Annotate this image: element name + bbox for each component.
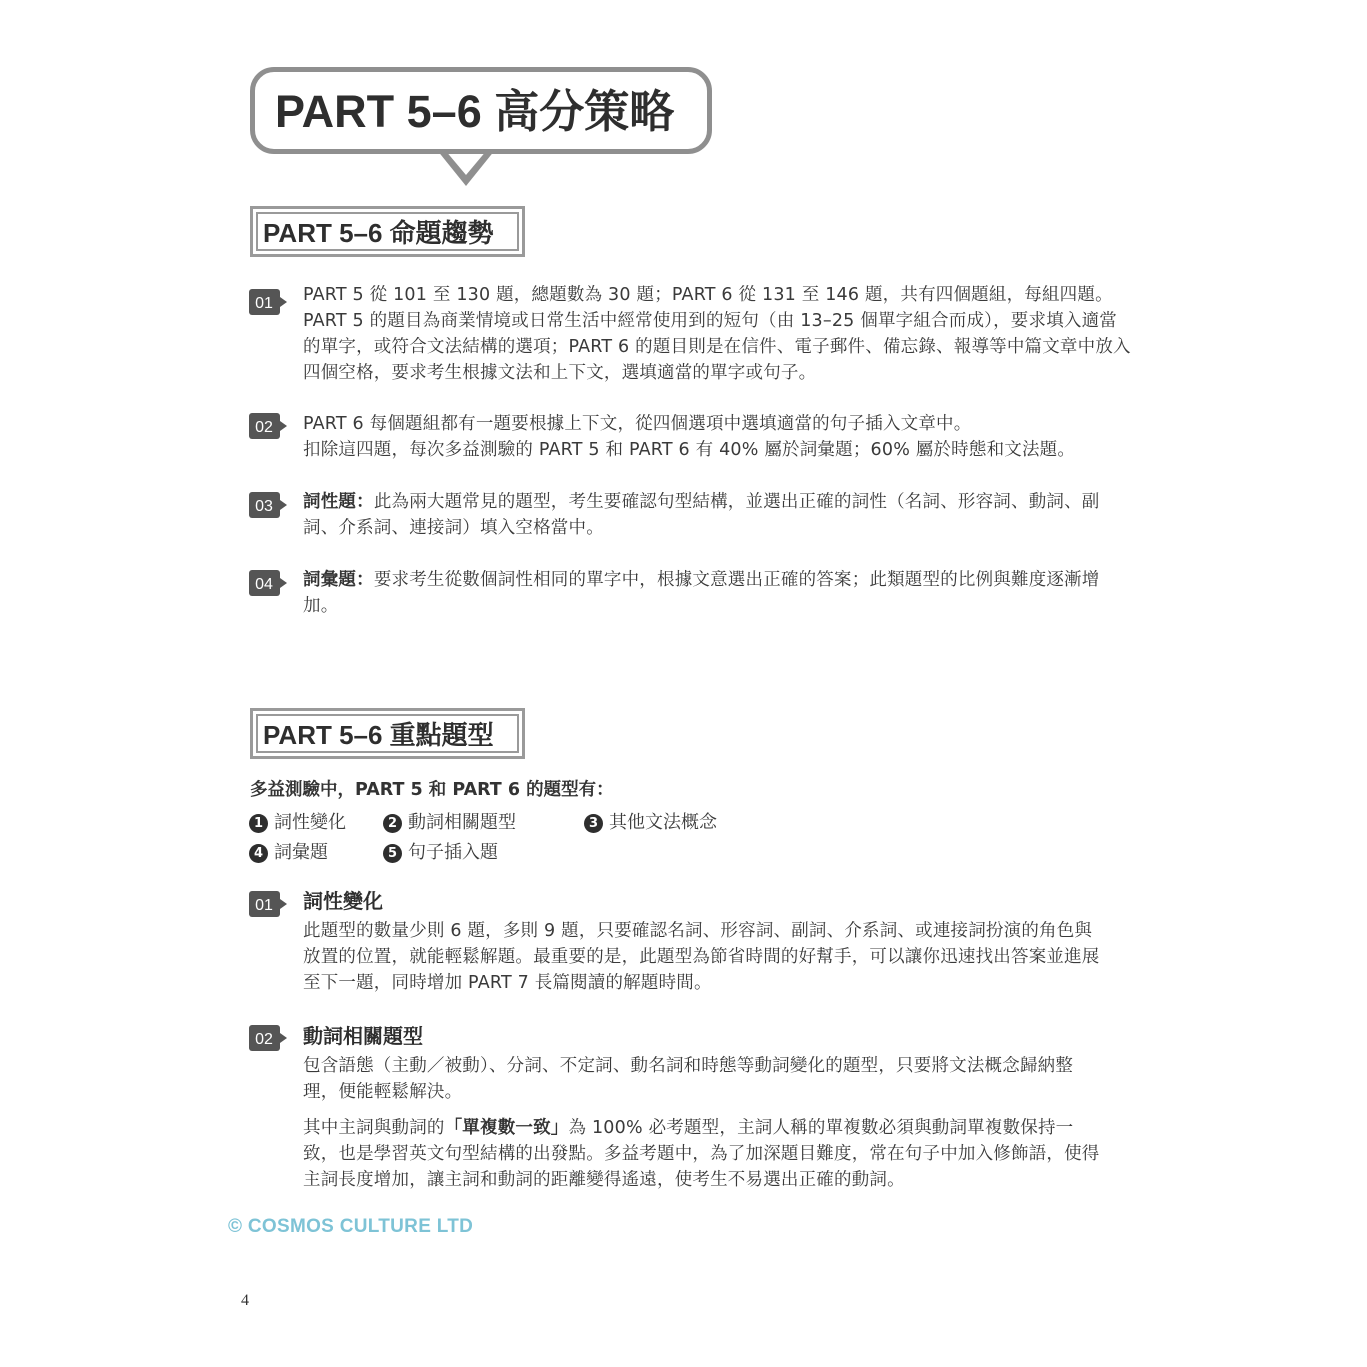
section-heading-trends xyxy=(250,206,525,257)
trend-item-3 xyxy=(303,489,1103,541)
trend-item-4 xyxy=(303,567,1103,619)
badge-number: 03 xyxy=(255,498,273,515)
key-types-intro: 多益測驗中，PART 5 和 PART 6 的題型有： xyxy=(250,780,614,800)
trend-item-3-label: 詞性題： xyxy=(303,492,374,512)
desc-emphasis: 「單複數一致」 xyxy=(444,1118,569,1138)
number-badge-icon xyxy=(249,289,287,315)
key-type-desc-2: 包含語態（主動／被動）、分詞、不定詞、動名詞和時態等動詞變化的題型，只要將文法概念歸納整理，便能輕鬆解決。 xyxy=(303,1056,1074,1102)
number-circle-icon: 3 xyxy=(584,814,603,833)
number-badge-icon xyxy=(249,492,287,518)
type-item-4 xyxy=(249,840,328,866)
page-title: PART 5–6 高分策略 xyxy=(275,86,675,137)
type-label: 其他文法概念 xyxy=(609,812,717,833)
desc-text: 其中主詞與動詞的 xyxy=(303,1118,445,1138)
page-number: 4 xyxy=(241,1292,249,1309)
section-title: PART 5–6 重點題型 xyxy=(263,720,494,750)
number-circle-icon: 5 xyxy=(383,844,402,863)
type-label: 詞性變化 xyxy=(274,812,346,833)
badge-number: 01 xyxy=(255,897,273,914)
section-title: PART 5–6 命題趨勢 xyxy=(263,218,494,248)
trend-item-3-text: 此為兩大題常見的題型，考生要確認句型結構，並選出正確的詞性（名詞、形容詞、動詞、副詞、介系詞、連接詞）填入空格當中。 xyxy=(303,492,1100,538)
trend-item-4-label: 詞彙題： xyxy=(303,570,374,590)
key-type-desc-2b xyxy=(303,1115,1108,1193)
number-badge-icon xyxy=(249,1025,287,1051)
badge-number: 01 xyxy=(255,295,273,312)
number-badge-icon xyxy=(249,413,287,439)
number-circle-icon: 4 xyxy=(249,844,268,863)
bubble-tail-icon xyxy=(437,150,495,188)
type-item-2 xyxy=(383,810,516,836)
title-bubble xyxy=(250,67,712,154)
number-badge-icon xyxy=(249,891,287,917)
trend-item-2-line1: PART 6 每個題組都有一題要根據上下文，從四個選項中選填適當的句子插入文章中。 xyxy=(303,414,972,434)
trend-item-4-text: 要求考生從數個詞性相同的單字中，根據文意選出正確的答案；此類題型的比例與難度逐漸增加。 xyxy=(303,570,1100,616)
copyright-notice: © COSMOS CULTURE LTD xyxy=(228,1216,474,1237)
key-type-title-2: 動詞相關題型 xyxy=(303,1024,423,1048)
trend-item-2 xyxy=(303,411,1133,463)
badge-number: 02 xyxy=(255,419,273,436)
section-heading-key-types xyxy=(250,708,525,759)
trend-item-1: PART 5 從 101 至 130 題，總題數為 30 題；PART 6 從 131 至 146 題，共有四個題組，每組四題。PART 5 的題目為商業情境或日常生活中經常使用到的短句（由 13–25 個單字組合而成），要求填入適當的單字，或符合文法結構的選項；PART 6 的題目則是在信件、電子郵件、備忘錄、報導等中篇文章中放入四個空格，要求考生根據文法和上下文，選填適當的單字或句子。 xyxy=(303,285,1131,383)
type-item-1 xyxy=(249,810,346,836)
number-circle-icon: 1 xyxy=(249,814,268,833)
desc-text: 為 100% 必考題型，主詞人稱的單複數必須與動詞單複數保持一致，也是學習英文句型結構的出發點。多益考題中，為了加深題目難度，常在句子中加入修飾語，使得主詞長度增加，讓主詞和動詞的距離變得遙遠，使考生不易選出正確的動詞。 xyxy=(303,1118,1100,1190)
number-badge-icon xyxy=(249,570,287,596)
badge-number: 04 xyxy=(255,576,273,593)
number-circle-icon: 2 xyxy=(383,814,402,833)
badge-number: 02 xyxy=(255,1031,273,1048)
key-type-title-1: 詞性變化 xyxy=(303,889,383,913)
type-item-3 xyxy=(584,810,717,836)
trend-item-2-line2: 扣除這四題，每次多益測驗的 PART 5 和 PART 6 有 40% 屬於詞彙題；60% 屬於時態和文法題。 xyxy=(303,440,1076,460)
type-label: 詞彙題 xyxy=(274,842,328,863)
type-label: 動詞相關題型 xyxy=(408,812,516,833)
type-item-5 xyxy=(383,840,498,866)
key-type-desc-1: 此題型的數量少則 6 題，多則 9 題，只要確認名詞、形容詞、副詞、介系詞、或連接詞扮演的角色與放置的位置，就能輕鬆解題。最重要的是，此題型為節省時間的好幫手，可以讓你迅速找出答案並進展至下一題，同時增加 PART 7 長篇閱讀的解題時間。 xyxy=(303,921,1100,993)
type-label: 句子插入題 xyxy=(408,842,498,863)
